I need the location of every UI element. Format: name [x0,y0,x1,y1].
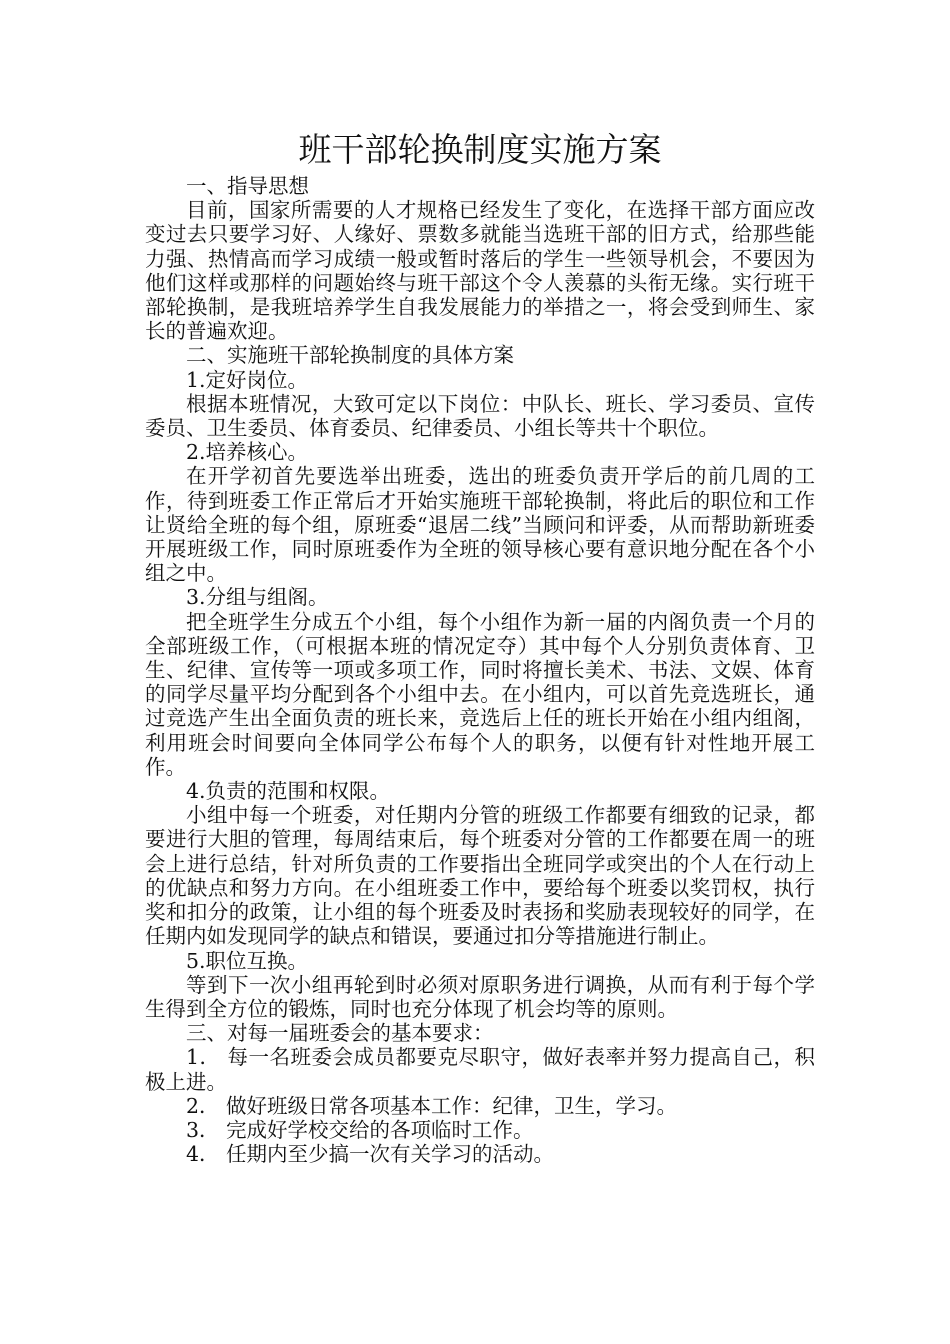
section-heading-3: 三、对每一届班委会的基本要求： [186,1021,494,1046]
subheading-4: 4.负责的范围和权限。 [186,779,391,804]
document-page [145,126,815,1166]
paragraph-core: 在开学初首先要选举出班委，选出的班委负责开学后的前几周的工作，待到班委工作正常后才开始实施班干部轮换制，将此后的职位和工作让贤给全班的每个组，原班委“退居二线”当顾问和评委，从而帮助新班委开展班级工作，同时原班委作为全班的领导核心要有意识地分配在各个小组之中。 [145,464,815,586]
subheading-3: 3.分组与组阁。 [186,585,329,610]
list-item: 2． 做好班级日常各项基本工作：纪律，卫生，学习。 [186,1093,678,1118]
list-item: 4． 任期内至少搞一次有关学习的活动。 [186,1142,555,1167]
subheading-2: 2.培养核心。 [186,440,309,465]
paragraph-scope: 小组中每一个班委，对任期内分管的班级工作都要有细致的记录，都要进行大胆的管理，每周结束后，每个班委对分管的工作都要在周一的班会上进行总结，针对所负责的工作要指出全班同学或突出的个人在行动上的优缺点和努力方向。在小组班委工作中，要给每个班委以奖罚权，执行奖和扣分的政策，让小组的每个班委及时表扬和奖励表现较好的同学，在任期内如发现同学的缺点和错误，要通过扣分等措施进行制止。 [145,803,815,949]
list-item: 1． 每一名班委会成员都要克尽职守，做好表率并努力提高自己，积极上进。 [145,1045,815,1094]
paragraph-groups: 把全班学生分成五个小组，每个小组作为新一届的内阁负责一个月的全部班级工作，（可根据本班的情况定夺）其中每个人分别负责体育、卫生、纪律、宣传等一项或多项工作，同时将擅长美术、书法、文娱、体育的同学尽量平均分配到各个小组中去。在小组内，可以首先竞选班长，通过竞选产生出全面负责的班长来，竞选后上任的班长开始在小组内组阁，利用班会时间要向全体同学公布每个人的职务，以便有针对性地开展工作。 [145,609,815,779]
subheading-5: 5.职位互换。 [186,948,309,973]
section-heading-1: 一、指导思想 [186,174,309,198]
subheading-1: 1.定好岗位。 [186,367,309,392]
paragraph-guiding-idea: 目前，国家所需要的人才规格已经发生了变化，在选择干部方面应改变过去只要学习好、人缘好、票数多就能当选班干部的旧方式，给那些能力强、热情高而学习成绩一般或暂时落后的学生一些领导机会，不要因为他们这样或那样的问题始终与班干部这个令人羡慕的头衔无缘。实行班干部轮换制，是我班培养学生自我发展能力的举措之一，将会受到师生、家长的普遍欢迎。 [145,198,815,344]
paragraph-rotation: 等到下一次小组再轮到时必须对原职务进行调换，从而有利于每个学生得到全方位的锻炼，同时也充分体现了机会均等的原则。 [145,972,815,1021]
section-heading-2: 二、实施班干部轮换制度的具体方案 [186,343,514,368]
document-title: 班干部轮换制度实施方案 [298,130,662,169]
list-item: 3． 完成好学校交给的各项临时工作。 [186,1117,534,1142]
paragraph-positions: 根据本班情况，大致可定以下岗位：中队长、班长、学习委员、宣传委员、卫生委员、体育委员、纪律委员、小组长等共十个职位。 [145,391,815,441]
